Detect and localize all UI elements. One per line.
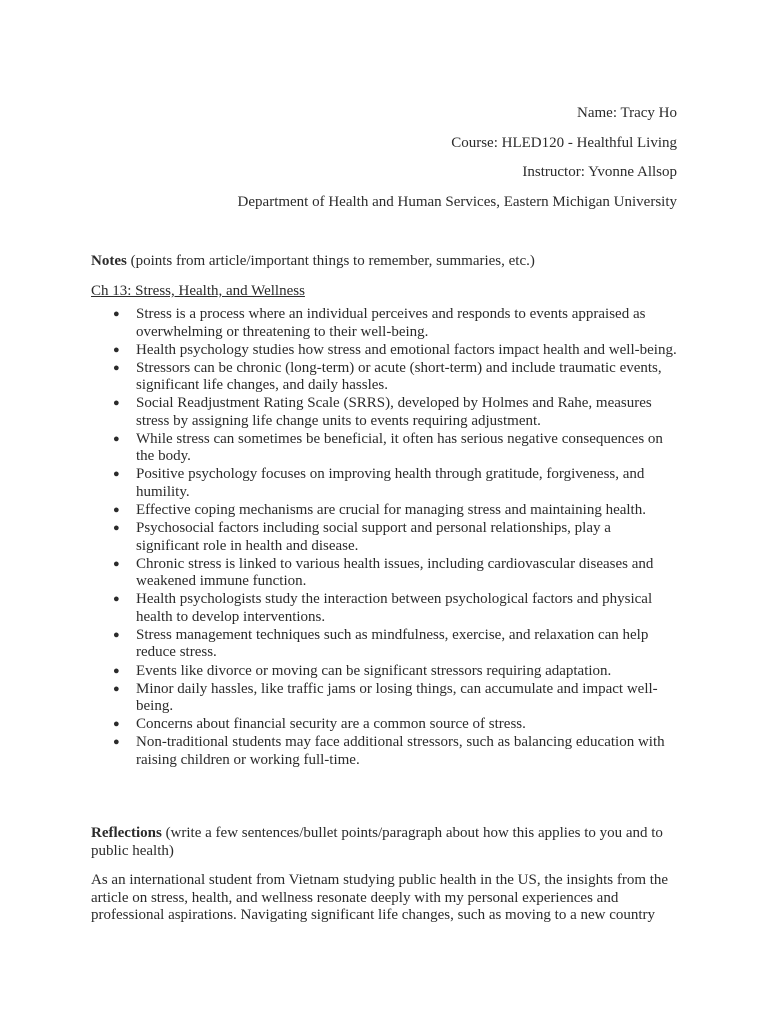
list-item (91, 342, 677, 360)
reflections-heading (91, 824, 681, 860)
list-item (91, 734, 677, 769)
list-item-text: Stress management techniques such as mindfulness, exercise, and relaxation can help reduce stress. (136, 626, 649, 661)
list-item-text: Stressors can be chronic (long-term) or acute (short-term) and include traumatic events, significant life changes, and daily hassles. (136, 359, 662, 394)
bullet-icon: ● (113, 468, 120, 481)
bullet-icon: ● (113, 736, 120, 749)
instructor-name: Instructor: Yvonne Allsop (522, 164, 677, 180)
list-item-text: Events like divorce or moving can be significant stressors requiring adaptation. (136, 662, 612, 679)
bullet-icon: ● (113, 522, 120, 535)
bullet-icon: ● (113, 504, 120, 517)
list-item (91, 591, 677, 626)
list-item (91, 502, 677, 520)
notes-bullet-list (91, 306, 677, 770)
list-item (91, 627, 677, 662)
list-item (91, 520, 677, 555)
list-item-text: Minor daily hassles, like traffic jams or losing things, can accumulate and impact well-being. (136, 680, 658, 715)
bullet-icon: ● (113, 343, 120, 356)
student-name: Name: Tracy Ho (577, 105, 677, 121)
course-name: Course: HLED120 - Healthful Living (451, 134, 677, 151)
bullet-icon: ● (113, 397, 120, 410)
list-item-text: Positive psychology focuses on improving health through gratitude, forgiveness, and humility. (136, 466, 645, 500)
notes-subtitle: (points from article/important things to remember, summaries, etc.) (126, 253, 535, 269)
list-item-text: Concerns about financial security are a common source of stress. (136, 716, 526, 733)
reflections-title: Reflections (91, 825, 162, 841)
list-item-text: Health psychology studies how stress and emotional factors impact health and well-being. (136, 341, 677, 358)
department-name: Department of Health and Human Services, Eastern Michigan University (237, 193, 677, 210)
bullet-icon: ● (113, 361, 120, 374)
bullet-icon: ● (113, 718, 120, 731)
bullet-icon: ● (113, 432, 120, 445)
bullet-icon: ● (113, 628, 120, 641)
reflections-subtitle: (write a few sentences/bullet points/paragraph about how this applies to you and to public health) (91, 825, 663, 859)
bullet-icon: ● (113, 557, 120, 570)
list-item-text: While stress can sometimes be beneficial, it often has serious negative consequences on the body. (136, 430, 663, 465)
list-item (91, 716, 677, 734)
list-item (91, 466, 677, 501)
bullet-icon: ● (113, 593, 120, 606)
list-item (91, 681, 677, 716)
list-item-text: Non-traditional students may face additional stressors, such as balancing education with raising children or working full-time. (136, 734, 665, 768)
list-item-text: Health psychologists study the interaction between psychological factors and physical health to develop interventions. (136, 591, 653, 625)
chapter-title: Ch 13: Stress, Health, and Wellness (91, 283, 305, 299)
bullet-icon: ● (113, 308, 120, 320)
list-item (91, 431, 677, 466)
list-item-text: Effective coping mechanisms are crucial for managing stress and maintaining health. (136, 502, 646, 519)
list-item (91, 663, 677, 681)
list-item-text: Chronic stress is linked to various health issues, including cardiovascular diseases and weakened immune function. (136, 555, 654, 590)
notes-heading (91, 252, 681, 270)
reflections-paragraph: As an international student from Vietnam studying public health in the US, the insights from the article on stress, health, and wellness resonate deeply with my personal experiences and professional aspirations. Navigating significant life changes, such as moving to a new country (91, 872, 669, 923)
list-item-text: Psychosocial factors including social support and personal relationships, play a significant role in health and disease. (136, 520, 611, 554)
bullet-icon: ● (113, 682, 120, 695)
list-item-text: Social Readjustment Rating Scale (SRRS), developed by Holmes and Rahe, measures stress by assigning life change units to events requiring adjustment. (136, 395, 652, 429)
notes-title: Notes (91, 253, 127, 269)
list-item (91, 306, 677, 341)
list-item (91, 360, 677, 395)
bullet-icon: ● (113, 664, 120, 677)
list-item-text: Stress is a process where an individual perceives and responds to events appraised as overwhelming or threatening to their well-being. (136, 306, 646, 340)
document-header (91, 104, 677, 222)
list-item (91, 395, 677, 430)
list-item (91, 556, 677, 591)
